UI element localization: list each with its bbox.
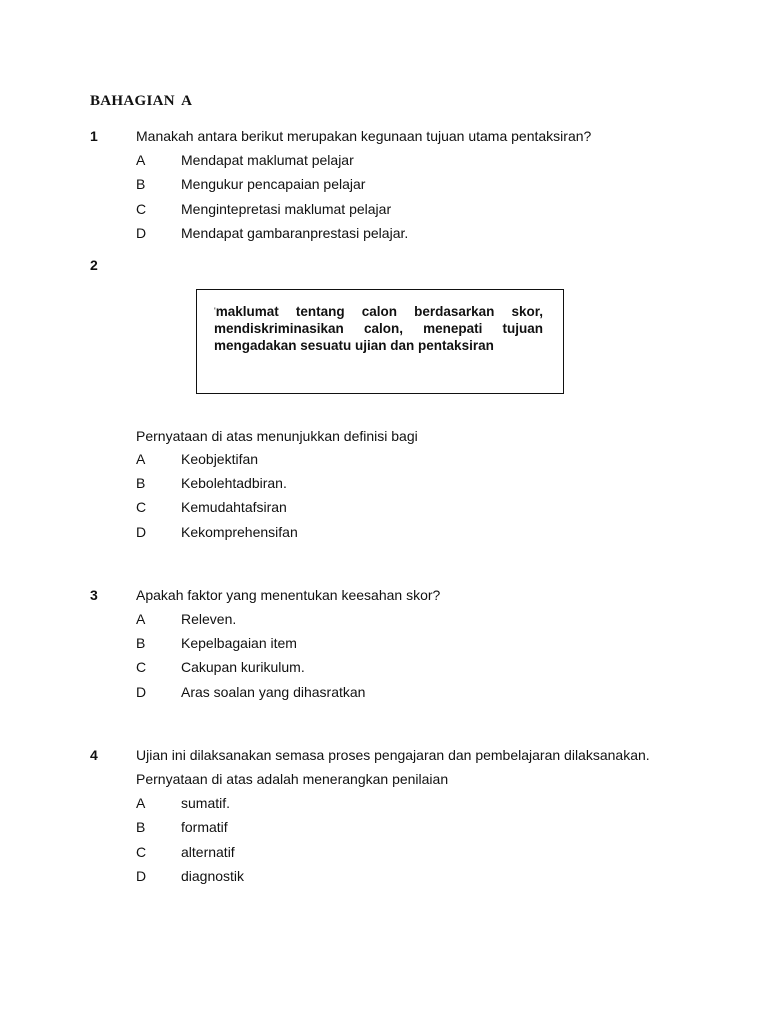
question-2-quote-box (196, 289, 564, 394)
question-4-option-b-letter: B (136, 819, 146, 835)
question-4-option-d-letter: D (136, 868, 147, 884)
question-4-option-a-letter: A (136, 795, 146, 811)
question-3-option-c-letter: C (136, 659, 147, 675)
question-2-number: 2 (90, 257, 98, 273)
quote-mark: ' (214, 306, 216, 316)
question-1-option-d-letter: D (136, 225, 147, 241)
question-4-option-c-text: alternatif (181, 844, 235, 860)
question-1-option-a-letter: A (136, 152, 146, 168)
question-2-option-a-text: Keobjektifan (181, 451, 259, 467)
question-3-option-c-text: Cakupan kurikulum. (181, 659, 305, 675)
question-1-number: 1 (90, 128, 98, 144)
question-2-quote-text: maklumat tentang calon berdasarkan skor, mendiskriminasikan calon, menepati tujuan mengadakan sesuatu ujian dan pentaksiran (214, 304, 543, 353)
section-title: BAHAGIAN A (90, 93, 193, 109)
question-1-stem: Manakah antara berikut merupakan kegunaan tujuan utama pentaksiran? (136, 128, 592, 144)
question-1-option-d-text: Mendapat gambaranprestasi pelajar. (181, 225, 409, 241)
question-1-option-a-text: Mendapat maklumat pelajar (181, 152, 354, 168)
question-3-number: 3 (90, 587, 98, 603)
question-4-option-d-text: diagnostik (181, 868, 245, 884)
question-2-option-b-letter: B (136, 475, 146, 491)
question-2-option-a-letter: A (136, 451, 146, 467)
question-3-option-b-letter: B (136, 635, 146, 651)
question-3-option-a-text: Releven. (181, 611, 237, 627)
question-3-option-b-text: Kepelbagaian item (181, 635, 297, 651)
question-4-stem-line-1: Ujian ini dilaksanakan semasa proses pengajaran dan pembelajaran dilaksanakan. (136, 747, 650, 763)
question-2-option-b-text: Kebolehtadbiran. (181, 475, 287, 491)
question-2-option-c-text: Kemudahtafsiran (181, 499, 287, 515)
question-3-option-a-letter: A (136, 611, 146, 627)
question-2-quote (214, 303, 543, 354)
question-4-option-a-text: sumatif. (181, 795, 231, 811)
question-4-number: 4 (90, 747, 98, 763)
question-1-option-b-letter: B (136, 176, 146, 192)
question-2-option-d-letter: D (136, 524, 147, 540)
question-2-option-c-letter: C (136, 499, 147, 515)
question-4-option-c-letter: C (136, 844, 147, 860)
question-4-stem-line-2: Pernyataan di atas adalah menerangkan penilaian (136, 771, 449, 787)
question-4-option-b-text: formatif (181, 819, 228, 835)
question-2-stem: Pernyataan di atas menunjukkan definisi bagi (136, 428, 418, 444)
question-3-option-d-letter: D (136, 684, 147, 700)
question-3-stem: Apakah faktor yang menentukan keesahan skor? (136, 587, 441, 603)
question-1-option-c-letter: C (136, 201, 147, 217)
question-1-option-c-text: Mengintepretasi maklumat pelajar (181, 201, 392, 217)
question-2-option-d-text: Kekomprehensifan (181, 524, 298, 540)
question-3-option-d-text: Aras soalan yang dihasratkan (181, 684, 366, 700)
question-1-option-b-text: Mengukur pencapaian pelajar (181, 176, 366, 192)
